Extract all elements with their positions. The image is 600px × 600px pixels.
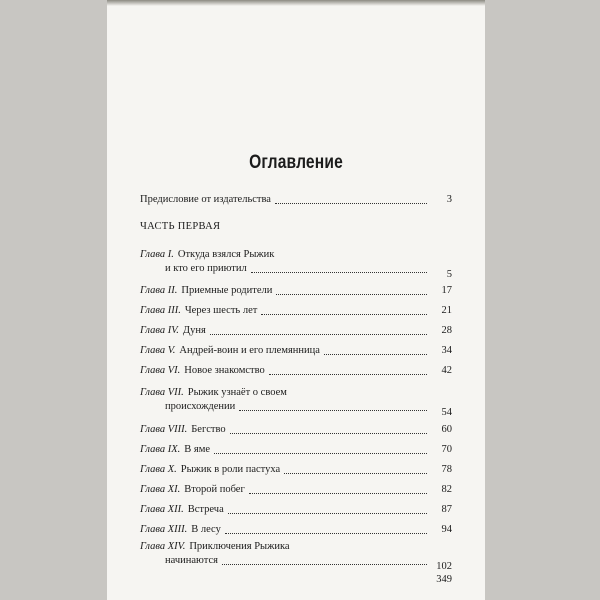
chapter-label: Глава VII.	[140, 387, 184, 398]
toc-entry-chapter-9[interactable]	[140, 443, 452, 457]
page-number: 82	[441, 484, 452, 495]
page-number: 21	[441, 305, 452, 316]
page-number: 17	[441, 285, 452, 296]
chapter-label: Глава IV.	[140, 325, 179, 336]
toc-entry-chapter-13[interactable]	[140, 523, 452, 537]
entry-title: Рыжик в роли пастуха	[180, 464, 281, 475]
chapter-label: Глава XI.	[140, 484, 181, 495]
entry-title: Через шесть лет	[184, 305, 258, 316]
chapter-label: Глава XIII.	[140, 524, 188, 535]
entry-title-cont: происхождении	[165, 401, 236, 412]
toc-entry-chapter-2[interactable]	[140, 284, 452, 298]
chapter-label: Глава XIV.	[140, 541, 186, 552]
entry-title: Новое знакомство	[184, 365, 265, 376]
entry-title-cont: и кто его приютил	[165, 263, 247, 274]
entry-title: Андрей-воин и его племянница	[179, 345, 320, 356]
page-number: 34	[441, 345, 452, 356]
part-heading: ЧАСТЬ ПЕРВАЯ	[140, 221, 221, 232]
toc-entry-chapter-3[interactable]	[140, 304, 452, 318]
page-number: 70	[441, 444, 452, 455]
chapter-label: Глава VIII.	[140, 424, 188, 435]
leader-dots	[214, 453, 427, 454]
page-number: 94	[441, 524, 452, 535]
toc-entry-chapter-10[interactable]	[140, 463, 452, 477]
page-number: 60	[441, 424, 452, 435]
toc-entry-chapter-4[interactable]	[140, 324, 452, 338]
chapter-label: Глава III.	[140, 305, 181, 316]
chapter-label: Глава V.	[140, 345, 176, 356]
page-top-edge	[107, 0, 485, 6]
page-number: 3	[446, 194, 452, 205]
toc-entry-chapter-6[interactable]	[140, 364, 452, 378]
entry-title: Предисловие от издательства	[140, 194, 271, 205]
entry-title: В лесу	[191, 524, 221, 535]
chapter-label: Глава IX.	[140, 444, 181, 455]
entry-title-cont: начинаются	[165, 555, 218, 566]
chapter-label: Глава X.	[140, 464, 177, 475]
toc-entry-chapter-12[interactable]	[140, 503, 452, 517]
entry-title: Приключения Рыжика	[189, 541, 290, 552]
toc-entry-chapter-14[interactable]	[140, 540, 452, 572]
toc-entry-preface[interactable]	[140, 193, 452, 207]
leader-dots	[275, 203, 427, 204]
chapter-label: Глава VI.	[140, 365, 181, 376]
page-number: 78	[441, 464, 452, 475]
leader-dots	[230, 433, 427, 434]
page-number: 54	[441, 407, 452, 418]
leader-dots	[284, 473, 427, 474]
entry-title: Бегство	[191, 424, 226, 435]
leader-dots	[324, 354, 427, 355]
page-folio: 349	[436, 574, 452, 585]
leader-dots	[225, 533, 427, 534]
entry-title: Встреча	[187, 504, 224, 515]
toc-entry-chapter-1[interactable]	[140, 248, 452, 280]
page-number: 5	[446, 269, 452, 280]
toc-entry-chapter-11[interactable]	[140, 483, 452, 497]
page-number: 42	[441, 365, 452, 376]
leader-dots	[276, 294, 427, 295]
toc-entry-chapter-7[interactable]	[140, 386, 452, 418]
leader-dots	[210, 334, 427, 335]
leader-dots	[239, 410, 427, 411]
page-number: 87	[441, 504, 452, 515]
page-number: 28	[441, 325, 452, 336]
toc-entry-chapter-8[interactable]	[140, 423, 452, 437]
leader-dots	[269, 374, 427, 375]
entry-title: Приемные родители	[181, 285, 273, 296]
entry-title: Откуда взялся Рыжик	[177, 249, 275, 260]
entry-title: В яме	[184, 444, 211, 455]
leader-dots	[251, 272, 427, 273]
chapter-label: Глава II.	[140, 285, 178, 296]
leader-dots	[249, 493, 427, 494]
leader-dots	[261, 314, 427, 315]
page-title: Оглавление	[249, 152, 343, 173]
leader-dots	[228, 513, 427, 514]
toc-entry-chapter-5[interactable]	[140, 344, 452, 358]
entry-title: Рыжик узнаёт о своем	[187, 387, 287, 398]
entry-title: Дуня	[182, 325, 206, 336]
page-number: 102	[436, 561, 452, 572]
entry-title: Второй побег	[184, 484, 245, 495]
leader-dots	[222, 564, 427, 565]
chapter-label: Глава I.	[140, 249, 174, 260]
chapter-label: Глава XII.	[140, 504, 184, 515]
